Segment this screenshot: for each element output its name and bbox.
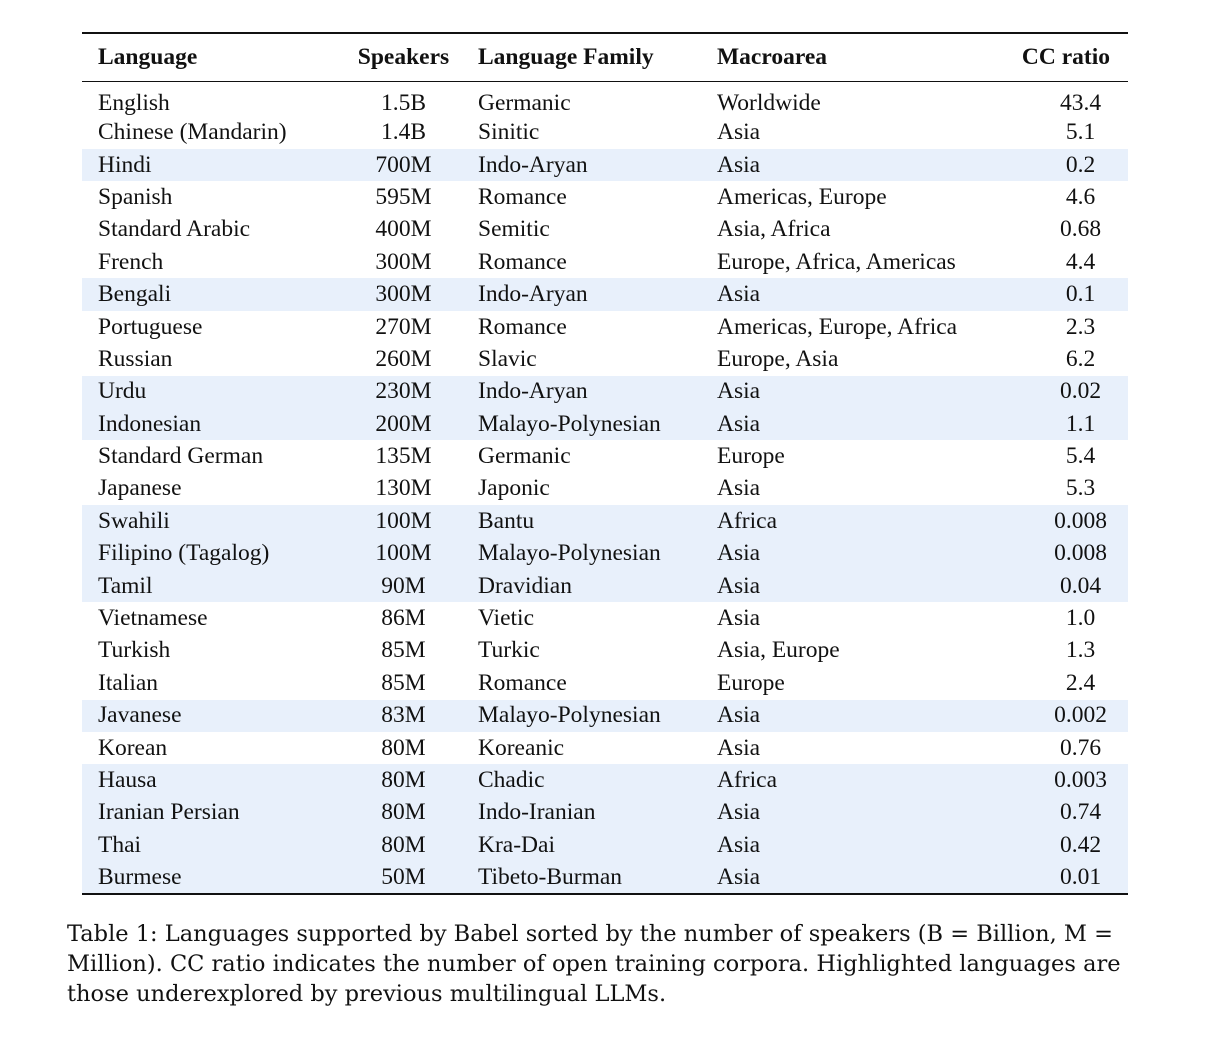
- cell-language-family: Tibeto-Burman: [462, 861, 701, 893]
- table-row: [82, 181, 1128, 213]
- cell-macroarea: Asia: [701, 278, 993, 310]
- cell-macroarea: Europe: [717, 443, 785, 470]
- cell-language: Turkish: [98, 637, 171, 664]
- cell-macroarea: Asia: [701, 538, 993, 570]
- cell-cc-ratio: 4.6: [1065, 183, 1096, 210]
- header-cc-ratio: CC ratio: [993, 33, 1128, 81]
- cell-cc-ratio: 0.76: [1059, 734, 1102, 761]
- cell-macroarea: Asia: [717, 119, 761, 146]
- cell-speakers: 80M: [329, 764, 462, 796]
- table-row: [82, 408, 1128, 440]
- cell-macroarea: Asia, Europe: [717, 637, 840, 664]
- cell-language: Burmese: [82, 861, 329, 893]
- cell-cc-ratio: 0.002: [993, 700, 1128, 732]
- cell-speakers: 300M: [375, 248, 432, 275]
- cell-macroarea: Africa: [701, 505, 993, 537]
- cell-language-family: Vietic: [478, 605, 535, 632]
- cell-macroarea: Africa: [701, 764, 993, 796]
- table-row: [82, 117, 1128, 149]
- cell-language-family: Indo-Aryan: [462, 376, 701, 408]
- cell-language-family: Malayo-Polynesian: [462, 700, 701, 732]
- cell-language: Iranian Persian: [82, 797, 329, 829]
- table-row: [82, 376, 1128, 408]
- cell-language-family: Chadic: [462, 764, 701, 796]
- cell-language: Filipino (Tagalog): [82, 538, 329, 570]
- table-row: [82, 214, 1128, 246]
- cell-language: Thai: [82, 829, 329, 861]
- table-row: [82, 311, 1128, 343]
- cell-language: Bengali: [82, 278, 329, 310]
- cell-language-family: Kra-Dai: [462, 829, 701, 861]
- cell-language: Hindi: [82, 149, 329, 181]
- cell-macroarea: Asia, Africa: [717, 216, 831, 243]
- table-row: [82, 700, 1128, 732]
- cell-language: Tamil: [82, 570, 329, 602]
- cell-language: Indonesian: [82, 408, 329, 440]
- cell-macroarea: Americas, Europe: [717, 183, 887, 210]
- cell-language: Swahili: [82, 505, 329, 537]
- cell-macroarea: Worldwide: [717, 89, 821, 116]
- cell-cc-ratio: 43.4: [1059, 89, 1102, 116]
- cell-cc-ratio: 5.4: [1065, 443, 1096, 470]
- cell-cc-ratio: 0.01: [993, 861, 1128, 893]
- cell-language: French: [98, 248, 164, 275]
- cell-macroarea: Europe, Asia: [717, 345, 839, 372]
- cell-macroarea: Americas, Europe, Africa: [717, 313, 958, 340]
- cell-macroarea: Asia: [717, 605, 761, 632]
- cell-speakers: 700M: [329, 149, 462, 181]
- cell-cc-ratio: 1.1: [993, 408, 1128, 440]
- cell-cc-ratio: 0.04: [993, 570, 1128, 602]
- table-row: [82, 732, 1128, 764]
- table-row: [82, 797, 1128, 829]
- cell-cc-ratio: 6.2: [1065, 345, 1096, 372]
- cell-speakers: 230M: [329, 376, 462, 408]
- table-row: [82, 570, 1128, 602]
- cell-language: Spanish: [98, 183, 173, 210]
- cell-language: Korean: [98, 734, 168, 761]
- cell-language-family: Dravidian: [462, 570, 701, 602]
- cell-cc-ratio: 5.3: [1065, 475, 1096, 502]
- cell-language-family: Malayo-Polynesian: [462, 538, 701, 570]
- cell-cc-ratio: 1.3: [1065, 637, 1096, 664]
- cell-language: Standard Arabic: [98, 216, 251, 243]
- cell-speakers: 80M: [329, 829, 462, 861]
- header-language-family: Language Family: [462, 33, 701, 81]
- table-row: [82, 149, 1128, 181]
- cell-speakers: 80M: [329, 797, 462, 829]
- cell-language: Japanese: [98, 475, 182, 502]
- cell-cc-ratio: 0.74: [993, 797, 1128, 829]
- cell-cc-ratio: 0.1: [993, 278, 1128, 310]
- cell-speakers: 80M: [381, 734, 426, 761]
- cell-cc-ratio: 1.0: [1065, 605, 1096, 632]
- cell-language-family: Indo-Iranian: [462, 797, 701, 829]
- cell-language-family: Germanic: [478, 443, 571, 470]
- cell-language: Russian: [98, 345, 173, 372]
- cell-speakers: 83M: [329, 700, 462, 732]
- cell-language-family: Romance: [478, 669, 567, 696]
- cell-speakers: 135M: [375, 443, 432, 470]
- cell-language: Vietnamese: [98, 605, 208, 632]
- cell-macroarea: Asia: [701, 149, 993, 181]
- cell-speakers: 85M: [381, 637, 426, 664]
- cell-speakers: 270M: [375, 313, 432, 340]
- cell-speakers: 300M: [329, 278, 462, 310]
- table-row: [82, 278, 1128, 310]
- cell-speakers: 130M: [375, 475, 432, 502]
- cell-speakers: 595M: [375, 183, 432, 210]
- cell-language-family: Germanic: [478, 89, 571, 116]
- table-row: [82, 538, 1128, 570]
- header-speakers: Speakers: [329, 33, 462, 81]
- cell-language-family: Koreanic: [478, 734, 565, 761]
- cell-speakers: 50M: [329, 861, 462, 893]
- cell-language-family: Indo-Aryan: [462, 149, 701, 181]
- table-caption: Table 1: Languages supported by Babel sorted by the number of speakers (B = Billion, M = Million). CC ratio indicates the number of open training corpora. Highlighted languages are those underexplored by previous multilingual LLMs.: [67, 921, 1121, 1007]
- cell-cc-ratio: 0.2: [993, 149, 1128, 181]
- cell-language-family: Turkic: [478, 637, 540, 664]
- cell-language-family: Bantu: [462, 505, 701, 537]
- cell-speakers: 200M: [329, 408, 462, 440]
- cell-speakers: 85M: [381, 669, 426, 696]
- cell-cc-ratio: 0.42: [993, 829, 1128, 861]
- cell-cc-ratio: 0.68: [1059, 216, 1102, 243]
- table-row: [82, 635, 1128, 667]
- cell-language-family: Slavic: [478, 345, 537, 372]
- cell-language-family: Sinitic: [478, 119, 540, 146]
- table-header: [82, 33, 1128, 81]
- cell-speakers: 100M: [329, 538, 462, 570]
- header-macroarea: Macroarea: [701, 33, 993, 81]
- cell-cc-ratio: 0.008: [993, 505, 1128, 537]
- cell-cc-ratio: 0.008: [993, 538, 1128, 570]
- cell-cc-ratio: 5.1: [1065, 119, 1096, 146]
- cell-speakers: 100M: [329, 505, 462, 537]
- cell-language: Urdu: [82, 376, 329, 408]
- cell-macroarea: Europe: [717, 669, 785, 696]
- cell-speakers: 86M: [381, 605, 426, 632]
- cell-macroarea: Asia: [717, 734, 761, 761]
- table-row: [82, 343, 1128, 375]
- table-row: [82, 81, 1128, 117]
- languages-table-container: [82, 32, 1128, 895]
- cell-macroarea: Asia: [701, 408, 993, 440]
- table-row: [82, 667, 1128, 699]
- cell-language: Italian: [98, 669, 159, 696]
- table-row: [82, 829, 1128, 861]
- cell-language-family: Japonic: [478, 475, 550, 502]
- cell-language: Hausa: [82, 764, 329, 796]
- cell-language-family: Semitic: [478, 216, 550, 243]
- cell-language: Javanese: [82, 700, 329, 732]
- table-row: [82, 861, 1128, 893]
- cell-cc-ratio: 2.3: [1065, 313, 1096, 340]
- cell-cc-ratio: 0.02: [993, 376, 1128, 408]
- table-row: [82, 473, 1128, 505]
- cell-language-family: Malayo-Polynesian: [462, 408, 701, 440]
- cell-language: Portuguese: [98, 313, 203, 340]
- cell-macroarea: Asia: [717, 475, 761, 502]
- cell-language-family: Romance: [478, 313, 567, 340]
- languages-table: [82, 32, 1128, 895]
- cell-language-family: Indo-Aryan: [462, 278, 701, 310]
- table-row: [82, 440, 1128, 472]
- cell-macroarea: Asia: [701, 861, 993, 893]
- cell-macroarea: Asia: [701, 570, 993, 602]
- cell-speakers: 1.4B: [380, 119, 427, 146]
- table-row: [82, 246, 1128, 278]
- cell-macroarea: Asia: [701, 829, 993, 861]
- table-row: [82, 505, 1128, 537]
- cell-language-family: Romance: [478, 248, 567, 275]
- cell-speakers: 90M: [329, 570, 462, 602]
- cell-speakers: 1.5B: [380, 89, 427, 116]
- cell-macroarea: Asia: [701, 700, 993, 732]
- cell-cc-ratio: 2.4: [1065, 669, 1096, 696]
- cell-speakers: 260M: [375, 345, 432, 372]
- cell-macroarea: Europe, Africa, Americas: [717, 248, 956, 275]
- cell-cc-ratio: 0.003: [993, 764, 1128, 796]
- cell-macroarea: Asia: [701, 376, 993, 408]
- table-body: [82, 81, 1128, 894]
- cell-language: Standard German: [98, 443, 264, 470]
- cell-language: English: [98, 89, 170, 116]
- table-row: [82, 764, 1128, 796]
- cell-language: Chinese (Mandarin): [98, 119, 287, 146]
- cell-speakers: 400M: [375, 216, 432, 243]
- cell-language-family: Romance: [478, 183, 567, 210]
- header-language: Language: [82, 33, 329, 81]
- cell-macroarea: Asia: [701, 797, 993, 829]
- cell-cc-ratio: 4.4: [1065, 248, 1096, 275]
- header-row: [82, 33, 1128, 81]
- table-row: [82, 602, 1128, 634]
